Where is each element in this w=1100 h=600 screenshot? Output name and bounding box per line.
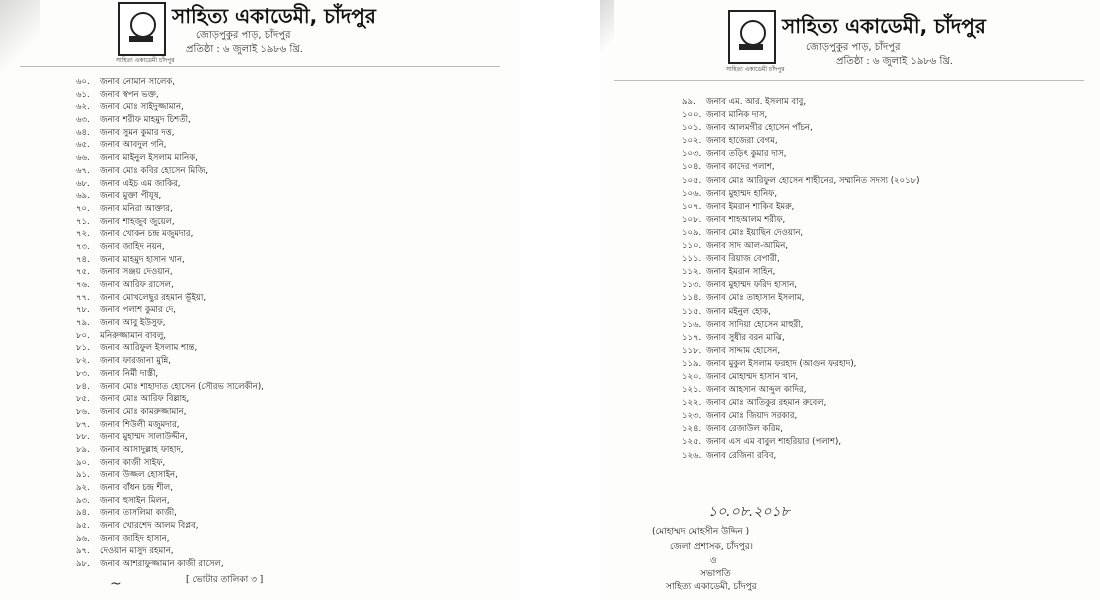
- item-number: ১২৫.: [682, 437, 702, 448]
- list-item: [682, 319, 919, 332]
- list-item: [76, 457, 264, 470]
- item-number: ৭৬.: [76, 280, 90, 290]
- item-number: ৭১.: [76, 216, 90, 227]
- list-item: [76, 292, 264, 305]
- member-name: জনাব রেজিনা রবিব,: [706, 450, 777, 461]
- header-rule: [614, 80, 1084, 81]
- member-name: জনাব সুধীর বরন মাঝি,: [706, 332, 785, 343]
- list-item: [682, 109, 919, 122]
- signatory-title-3: সাহিত্য একাডেমী, চাঁদপুর: [666, 582, 757, 592]
- member-name: জনাব খোরশেদ আলম বিপ্লব,: [100, 521, 199, 532]
- logo-caption: সাহিত্য একাডেমী চাঁদপুর: [116, 57, 175, 64]
- member-name: জনাব ফারজানা মুন্নি,: [100, 356, 171, 367]
- member-name: জনাব হুসাইন মিলন,: [100, 495, 170, 506]
- item-number: ৭৮.: [76, 305, 90, 316]
- member-name: জনাব রিয়াজ বেপারী,: [706, 254, 780, 265]
- org-address: জোড়পুকুর পাড়, চাঁদপুর: [196, 30, 291, 41]
- list-item: [682, 240, 919, 253]
- member-name: জনাব নির্মী দাস্তী,: [100, 368, 159, 379]
- item-number: ১২০.: [682, 371, 702, 382]
- item-number: ৯৮.: [76, 559, 90, 570]
- item-number: ৬৮.: [76, 178, 90, 189]
- page-fold-shadow: [0, 0, 40, 90]
- list-item: [76, 190, 264, 203]
- member-name: জনাব মইনুল হোক,: [706, 306, 771, 317]
- list-item: [682, 371, 919, 384]
- header-rule: [20, 66, 500, 67]
- item-number: ৮৫.: [76, 394, 90, 405]
- member-name: জনাব মাইনুল ইসলাম মানিক,: [100, 153, 198, 164]
- list-item: [76, 127, 264, 140]
- item-number: ৯০.: [76, 457, 90, 468]
- member-name: জনাব মোখলেছুর রহমান ভূঁইয়া,: [100, 292, 207, 303]
- member-name: জনাব কাজী সাইফ,: [100, 457, 166, 468]
- list-item: [76, 419, 264, 432]
- academy-seal-icon: [728, 10, 776, 64]
- list-item: [76, 139, 264, 152]
- member-list-left: [76, 76, 264, 571]
- item-number: ১০৪.: [682, 162, 702, 173]
- item-number: ১০১.: [682, 123, 702, 134]
- list-item: [76, 241, 264, 254]
- item-number: ১১৮.: [682, 345, 702, 356]
- item-number: ৬১.: [76, 89, 90, 100]
- list-item: [76, 216, 264, 229]
- member-name: জনাব এস এম বাবুল শাহরিয়ার (পলাশ),: [706, 437, 842, 448]
- item-number: ৬৫.: [76, 140, 90, 151]
- item-number: ৭২.: [76, 229, 90, 240]
- member-name: জনাব মুক্তা পীযূষ,: [100, 191, 162, 202]
- item-number: ৬০.: [76, 77, 90, 87]
- list-item: [682, 332, 919, 345]
- list-item: [76, 114, 264, 127]
- member-name: জনাব মুহাম্মদ সালাউদ্দীন,: [100, 432, 188, 443]
- list-item: [682, 279, 919, 292]
- list-item: [76, 558, 264, 571]
- member-name: জনাব মোঃ ইয়াছিন দেওয়ান,: [706, 227, 804, 238]
- item-number: ৮৯.: [76, 444, 90, 455]
- member-name: জনাব আশরাফুজ্জামান কাজী রাসেল,: [100, 559, 224, 570]
- member-name: জনাব বাঁধন চন্দ্র শীল,: [100, 483, 173, 493]
- list-item: [76, 165, 264, 178]
- continued-note: [ ভোটার তালিকা ৩ ]: [186, 575, 264, 585]
- list-item: [76, 279, 264, 292]
- list-item: [76, 266, 264, 279]
- list-item: [76, 520, 264, 533]
- member-name: জনাব নোমান সালেক,: [100, 77, 176, 87]
- list-item: [76, 406, 264, 419]
- member-name: জনাব মোঃ শাহাদাত হোসেন (সৌরভ সালেকীন),: [100, 381, 264, 392]
- member-name: জনাব ইমরান সাহিন,: [706, 267, 776, 278]
- member-name: জনাব মোঃ কবির হোসেন মিজি,: [100, 165, 209, 176]
- item-number: ১০২.: [682, 136, 702, 147]
- academy-seal-icon: [118, 2, 166, 56]
- list-item: [682, 148, 919, 161]
- org-address: জোড়পুকুর পাড়, চাঁদপুর: [806, 42, 901, 53]
- list-item: [76, 89, 264, 102]
- member-name: জনাব আরিফুল ইসলাম শান্ত,: [100, 343, 198, 354]
- member-name: জনাব তাসলিমা কাজী,: [100, 508, 177, 519]
- member-name: জনাব আহসান আব্দুল কাদির,: [706, 385, 807, 396]
- item-number: ১১৪.: [682, 293, 702, 304]
- list-item: [76, 342, 264, 355]
- item-number: ১১৫.: [682, 306, 702, 317]
- list-item: [76, 533, 264, 546]
- list-item: [76, 178, 264, 191]
- list-item: [76, 317, 264, 330]
- member-name: জনাব মাহমুদ হাসান খান,: [100, 254, 185, 265]
- list-item: [76, 545, 264, 558]
- item-number: ১১৩.: [682, 280, 702, 291]
- list-item: [76, 76, 264, 89]
- list-item: [76, 228, 264, 241]
- member-name: জনাব এম. আর. ইসলাম বাবু,: [706, 97, 807, 107]
- item-number: ১০৫.: [682, 175, 702, 186]
- list-item: [682, 135, 919, 148]
- item-number: ৯৯.: [682, 97, 696, 107]
- member-name: জনাব সুমন কুমার দত্ত,: [100, 127, 175, 138]
- item-number: ১১১.: [682, 254, 702, 265]
- list-item: [682, 96, 919, 109]
- member-name: জনাব শাহজুব জুয়েল,: [100, 216, 175, 227]
- org-established: প্রতিষ্ঠা : ৬ জুলাই ১৯৮৬ খ্রি.: [186, 44, 303, 55]
- logo-caption: সাহিত্য একাডেমী চাঁদপুর: [726, 66, 785, 73]
- item-number: ৮৪.: [76, 381, 90, 392]
- list-item: [76, 393, 264, 406]
- item-number: ৬৭.: [76, 165, 90, 176]
- item-number: ৮০.: [76, 330, 90, 341]
- list-item: [682, 253, 919, 266]
- item-number: ১২৩.: [682, 411, 702, 422]
- list-item: [682, 358, 919, 371]
- page-gap: [520, 0, 600, 600]
- item-number: ৮৬.: [76, 406, 90, 417]
- item-number: ৭৯.: [76, 318, 90, 329]
- item-number: ১১৬.: [682, 319, 702, 330]
- item-number: ৮৩.: [76, 368, 90, 379]
- list-item: [76, 304, 264, 317]
- item-number: ৯৭.: [76, 546, 90, 557]
- list-item: [682, 423, 919, 436]
- member-name: জনাব তড়িৎ কুমার দাস,: [706, 149, 787, 160]
- list-item: [682, 122, 919, 135]
- member-name: মনিরুজ্জামান বাবলু,: [100, 330, 167, 341]
- item-number: ৬২.: [76, 102, 90, 113]
- member-name: জনাব মুহাম্মদ ফরিদ হাসান,: [706, 280, 797, 291]
- item-number: ৯২.: [76, 483, 90, 493]
- item-number: ৯৬.: [76, 533, 90, 544]
- member-name: জনাব মুহাম্মদ হানিফ,: [706, 188, 778, 199]
- item-number: ৯৫.: [76, 521, 90, 532]
- member-name: দেওয়ান মাসুদ রহমান,: [100, 546, 174, 557]
- list-item: [682, 436, 919, 449]
- left-page: [0, 0, 520, 600]
- item-number: ৮১.: [76, 343, 90, 354]
- member-name: জনাব স্বপন ভক্ত,: [100, 89, 159, 100]
- list-item: [682, 397, 919, 410]
- item-number: ৬৬.: [76, 153, 90, 164]
- list-item: [76, 101, 264, 114]
- item-number: ৭৩.: [76, 241, 90, 252]
- signature-scrawl: ১০.০৮.২০১৮: [708, 504, 790, 520]
- member-name: জনাব মোঃ আরিফুল হোসেন শাহীনের, সম্মানিত সদস্য (২০১৮): [706, 175, 920, 186]
- member-name: জনাব রেজাউল করিম,: [706, 424, 783, 435]
- member-name: জনাব আসাদুল্লাহ ফাহাদ,: [100, 444, 184, 455]
- member-name: জনাব উজ্জল হোসাইন,: [100, 470, 178, 481]
- item-number: ১০৭.: [682, 201, 702, 212]
- item-number: ১২১.: [682, 385, 702, 396]
- item-number: ৭৪.: [76, 254, 90, 265]
- list-item: [682, 410, 919, 423]
- signatory-title-1: জেলা প্রশাসক, চাঁদপুর।: [670, 542, 753, 552]
- list-item: [682, 292, 919, 305]
- item-number: ১২৬.: [682, 450, 702, 461]
- member-name: জনাব মোঃ তাহাসান ইসলাম,: [706, 293, 805, 304]
- member-name: জনাব মোঃ আতিকুর রহমান রুবেল,: [706, 398, 827, 409]
- list-item: [682, 161, 919, 174]
- list-item: [76, 330, 264, 343]
- member-name: জনাব এইচ এম জাকির,: [100, 178, 181, 189]
- member-name: জনাব সাদ আল-আমিন,: [706, 241, 788, 252]
- list-item: [682, 266, 919, 279]
- item-number: ৮৭.: [76, 419, 90, 430]
- member-name: জনাব শিউলী মজুমদার,: [100, 419, 180, 430]
- list-item: [76, 444, 264, 457]
- org-name: সাহিত্য একাডেমী, চাঁদপুর: [172, 4, 376, 28]
- item-number: ৬৯.: [76, 191, 90, 202]
- member-name: জনাব ইমরান শাকিব ইমরু,: [706, 201, 795, 212]
- member-name: জনাব সাদিয়া হোসেন মাহুরী,: [706, 319, 804, 330]
- item-number: ১০৮.: [682, 214, 702, 225]
- list-item: [682, 384, 919, 397]
- item-number: ৯১.: [76, 470, 90, 481]
- item-number: ১১২.: [682, 267, 702, 278]
- list-item: [682, 450, 919, 463]
- member-name: জনাব আরিফ রাসেল,: [100, 280, 174, 290]
- list-item: [682, 175, 919, 188]
- member-name: জনাব মোঃ কামরুজ্জামান,: [100, 406, 187, 417]
- member-name: জনাব মুকুল ইসলাম ফরহাদ (আগুন ফরহাদ),: [706, 358, 857, 369]
- item-number: ১০৯.: [682, 227, 702, 238]
- member-name: জনাব জাহিদ হাসান,: [100, 533, 170, 544]
- signatory-title-2: সভাপতি: [700, 569, 731, 579]
- list-item: [76, 254, 264, 267]
- list-item: [682, 227, 919, 240]
- list-item: [76, 152, 264, 165]
- member-name: জনাব মোঃ জিয়াদ সরকার,: [706, 411, 798, 422]
- item-number: ১০৬.: [682, 188, 702, 199]
- right-page: [600, 0, 1100, 600]
- signatory-and: ও: [710, 556, 717, 566]
- member-name: জনাব পলাশ কুমার দে,: [100, 305, 177, 316]
- member-name: জনাব খোকন চন্দ্র মজুমদার,: [100, 229, 194, 240]
- member-list-right: [682, 96, 919, 463]
- initial-mark: ~: [110, 576, 122, 592]
- item-number: ৯৩.: [76, 495, 90, 506]
- list-item: [682, 214, 919, 227]
- list-item: [76, 495, 264, 508]
- item-number: ১০০.: [682, 110, 702, 121]
- list-item: [76, 355, 264, 368]
- member-name: জনাব শরীফ মাহমুদ চিশতী,: [100, 115, 191, 126]
- item-number: ৮৮.: [76, 432, 90, 443]
- member-name: জনাব আবদুল গনি,: [100, 140, 167, 151]
- list-item: [76, 368, 264, 381]
- item-number: ৬৩.: [76, 115, 90, 126]
- list-item: [682, 306, 919, 319]
- list-item: [76, 482, 264, 495]
- list-item: [76, 507, 264, 520]
- item-number: ১০৩.: [682, 149, 702, 160]
- member-name: জনাব হাজেরা বেগম,: [706, 136, 778, 147]
- list-item: [76, 469, 264, 482]
- member-name: জনাব সাদ্দাম হোসেন,: [706, 345, 781, 356]
- org-established: প্রতিষ্ঠা : ৬ জুলাই ১৯৮৬ খ্রি.: [836, 56, 953, 67]
- item-number: ১১৯.: [682, 358, 702, 369]
- member-name: জনাব মোঃ সাইদুজ্জামান,: [100, 102, 184, 113]
- item-number: ৭০.: [76, 203, 90, 214]
- list-item: [76, 381, 264, 394]
- list-item: [682, 188, 919, 201]
- member-name: জনাব কাদের পলাশ,: [706, 162, 775, 173]
- org-name: সাহিত্য একাডেমী, চাঁদপুর: [782, 14, 986, 38]
- member-name: জনাব মোহাম্মদ হাসান খান,: [706, 371, 799, 382]
- item-number: ৯৪.: [76, 508, 90, 519]
- item-number: ১১৭.: [682, 332, 702, 343]
- member-name: জনাব মানিক দাস,: [706, 110, 768, 121]
- list-item: [682, 345, 919, 358]
- item-number: ১২৪.: [682, 424, 702, 435]
- page-fold-shadow: [600, 0, 614, 80]
- member-name: জনাব জাহিদ নয়ন,: [100, 241, 165, 252]
- member-name: জনাব সঞ্জয় দেওয়ান,: [100, 267, 173, 278]
- item-number: ১২২.: [682, 398, 702, 409]
- item-number: ৮২.: [76, 356, 90, 367]
- signatory-name: (মোহাম্মদ মোহসীন উদ্দিন ): [652, 527, 750, 537]
- member-name: জনাব মোঃ আরিফ বিল্লাহ,: [100, 394, 190, 405]
- member-name: জনাব মনিরা আক্তার,: [100, 203, 173, 214]
- item-number: ১১০.: [682, 241, 702, 252]
- member-name: জনাব আবু ইউসুফ,: [100, 318, 166, 329]
- list-item: [76, 431, 264, 444]
- item-number: ৬৪.: [76, 127, 90, 138]
- list-item: [682, 201, 919, 214]
- list-item: [76, 203, 264, 216]
- item-number: ৭৭.: [76, 292, 90, 303]
- member-name: জনাব শাহআলম শরীফ,: [706, 214, 786, 225]
- member-name: জনাব আলমগীর হোসেন পাঁচন,: [706, 123, 813, 134]
- item-number: ৭৫.: [76, 267, 90, 278]
